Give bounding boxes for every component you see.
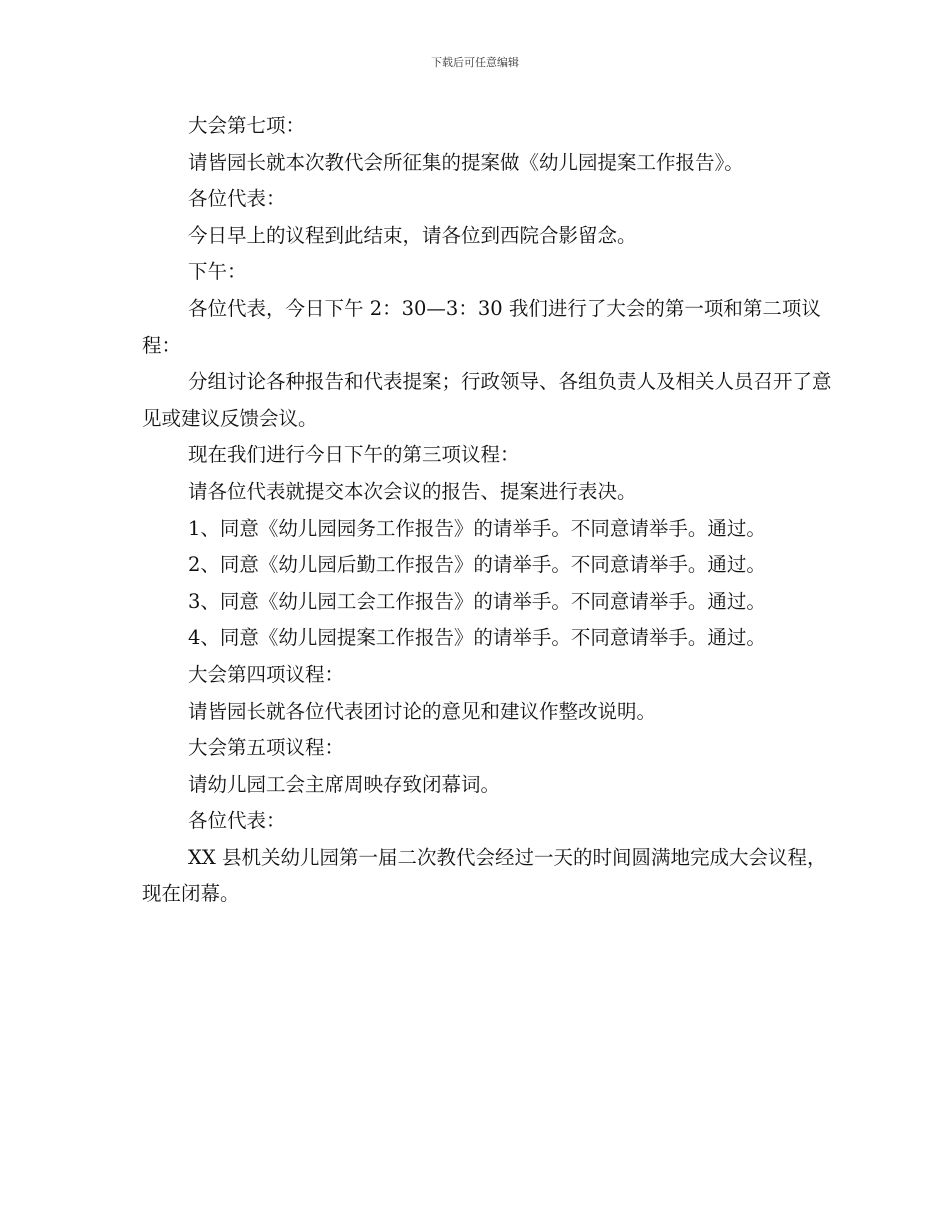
paragraph: 大会第五项议程： bbox=[188, 736, 345, 760]
vote-item: 2、同意《幼儿园后勤工作报告》的请举手。不同意请举手。通过。 bbox=[188, 553, 766, 577]
vote-item: 4、同意《幼儿园提案工作报告》的请举手。不同意请举手。通过。 bbox=[188, 626, 766, 650]
paragraph: 现在我们进行今日下午的第三项议程： bbox=[188, 443, 520, 467]
paragraph: 下午： bbox=[188, 260, 247, 284]
vote-item: 3、同意《幼儿园工会工作报告》的请举手。不同意请举手。通过。 bbox=[188, 589, 766, 613]
vote-item: 1、同意《幼儿园园务工作报告》的请举手。不同意请举手。通过。 bbox=[188, 516, 766, 540]
paragraph: 各位代表： bbox=[188, 809, 286, 833]
paragraph: 分组讨论各种报告和代表提案；行政领导、各组负责人及相关人员召开了意见或建议反馈会议。 bbox=[142, 370, 832, 430]
paragraph: XX 县机关幼儿园第一届二次教代会经过一天的时间圆满地完成大会议程，现在闭幕。 bbox=[142, 845, 827, 906]
page-header: 下载后可任意编辑 bbox=[431, 56, 519, 69]
paragraph: 请皆园长就各位代表团讨论的意见和建议作整改说明。 bbox=[188, 699, 657, 723]
paragraph: 大会第四项议程： bbox=[188, 662, 345, 686]
paragraph: 各位代表： bbox=[188, 187, 286, 211]
paragraph: 请皆园长就本次教代会所征集的提案做《幼儿园提案工作报告》。 bbox=[188, 150, 744, 174]
paragraph: 请各位代表就提交本次会议的报告、提案进行表决。 bbox=[188, 479, 637, 503]
paragraph: 请幼儿园工会主席周映存致闭幕词。 bbox=[188, 772, 501, 796]
paragraph: 今日早上的议程到此结束，请各位到西院合影留念。 bbox=[188, 223, 637, 247]
paragraph: 各位代表，今日下午 2：30—3：30 我们进行了大会的第一项和第二项议程： bbox=[142, 296, 821, 357]
paragraph: 大会第七项： bbox=[188, 114, 306, 137]
document-body bbox=[142, 108, 832, 913]
